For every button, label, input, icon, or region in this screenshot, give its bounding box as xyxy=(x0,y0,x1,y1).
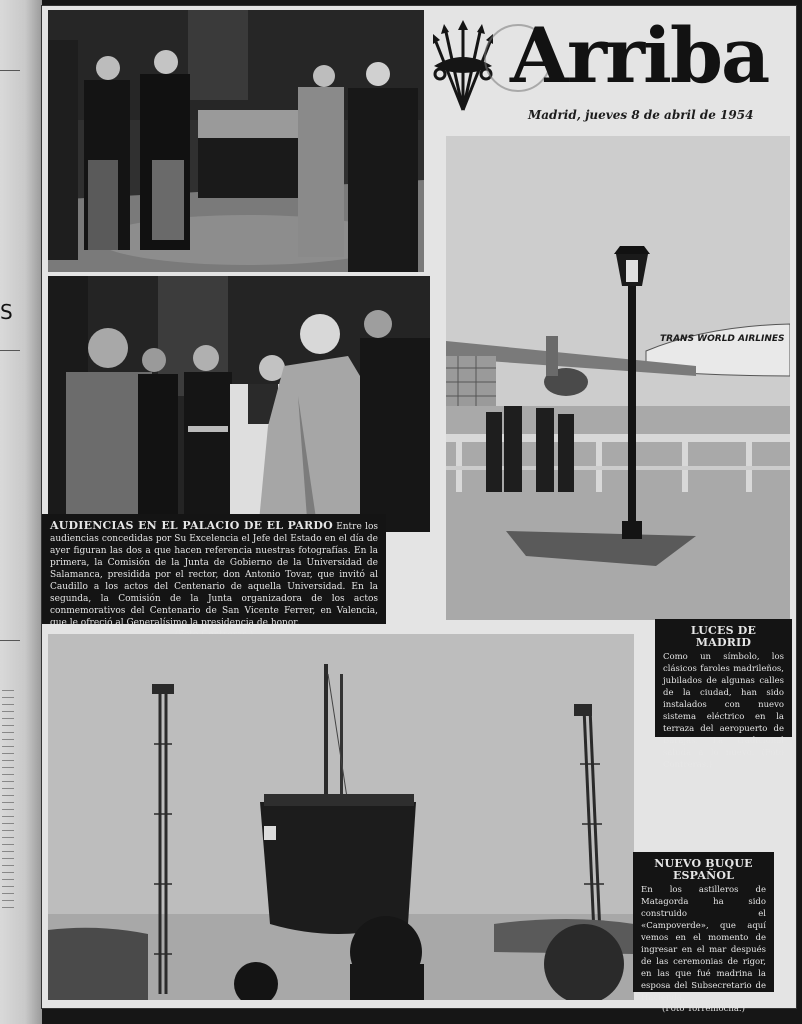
airliner-livery: TRANS WORLD AIRLINES xyxy=(660,334,785,344)
strip-letter: S xyxy=(0,300,13,324)
photo-audience-salamanca xyxy=(48,10,424,272)
caption-buque-body: En los astilleros de Matagorda ha sido construido el «Campoverde», que aquí vemos en el momento de ingresar en el mar después de las ceremonias de rigor, en las que fué madrina la esposa del Subsecretario de Hacienda. xyxy=(641,885,766,1003)
photo-audience-valencia xyxy=(48,276,430,532)
caption-luces-heading: LUCES DE MADRID xyxy=(690,624,757,649)
caption-audiencias-heading: AUDIENCIAS EN EL PALACIO DE EL PARDO xyxy=(50,519,333,532)
photo-airport-lamp xyxy=(446,136,790,620)
caption-luces xyxy=(655,619,792,770)
caption-buque-heading: NUEVO BUQUE ESPAÑOL xyxy=(654,857,753,882)
strip-rule xyxy=(0,350,20,351)
adjacent-page-strip xyxy=(0,0,42,1024)
caption-audiencias-body: Entre los audiencias concedidas por Su Excelencia el Jefe del Estado en el día de ayer figuran las dos a que hacen referencia nuestras fotografías. En la primera, la Comisión de la Junta de Gobierno de la Universidad de Salamanca, presidida por el rector, don Antonio Tovar, que invitó al Caudillo a los actos del Centenario de aquella Universidad. En la segunda, la Comisión de la Junta organizadora de los actos conmemorativos del Centenario de San Vicente Ferrer, en Valencia, que le ofreció al Generalísimo la presidencia de honor. xyxy=(50,522,378,628)
photo-ship-launch xyxy=(48,634,634,1000)
strip-text-lines xyxy=(2,690,14,910)
strip-rule xyxy=(0,640,20,641)
caption-buque xyxy=(633,852,774,1014)
strip-rule xyxy=(0,70,20,71)
masthead-dateline: Madrid, jueves 8 de abril de 1954 xyxy=(528,108,754,122)
masthead-title: Arriba xyxy=(510,11,769,100)
caption-audiencias xyxy=(42,514,386,628)
caption-buque-credit: (Foto Torremocha.) xyxy=(662,1004,745,1014)
caption-luces-body: Como un símbolo, los clásicos faroles madrileños, jubilados de algunas calles de la ciudad, han sido instalados con nuevo sistema eléctrico en la terraza del aeropuerto de Barajas. La tradicional saluda a lo nuevo. (Foto Contreras.) xyxy=(663,652,784,770)
